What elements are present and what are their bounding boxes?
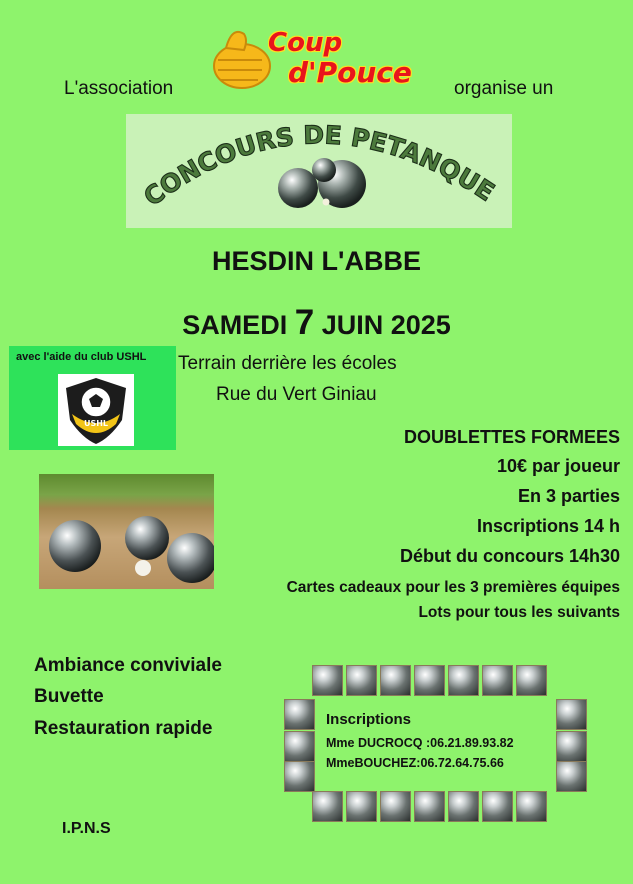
frame-ball-icon: [448, 791, 479, 822]
event-town: HESDIN L'ABBE: [212, 246, 421, 276]
petanque-banner: [126, 114, 512, 228]
frame-ball-icon: [414, 665, 445, 696]
frame-ball-icon: [516, 791, 547, 822]
ambiance-item: Ambiance conviviale: [34, 655, 222, 676]
frame-ball-icon: [346, 791, 377, 822]
frame-ball-icon: [284, 761, 315, 792]
frame-ball-icon: [312, 791, 343, 822]
detail-price: 10€ par joueur: [496, 456, 620, 476]
frame-ball-icon: [284, 699, 315, 730]
frame-ball-icon: [556, 761, 587, 792]
contact-2: MmeBOUCHEZ:06.72.64.75.66: [326, 756, 504, 770]
frame-ball-icon: [556, 699, 587, 730]
date-day: 7: [294, 303, 315, 342]
club-support-box: [9, 346, 176, 450]
frame-ball-icon: [516, 665, 547, 696]
frame-ball-icon: [414, 791, 445, 822]
banner-title: CONCOURS DE PETANQUE: [138, 120, 500, 212]
venue-line-2: Rue du Vert Giniau: [216, 384, 377, 405]
ushl-club-logo: [58, 374, 134, 446]
club-caption: avec l'aide du club USHL: [16, 351, 147, 363]
detail-lots: Lots pour tous les suivants: [418, 604, 620, 621]
frame-ball-icon: [346, 665, 377, 696]
coup-d-pouce-logo: [204, 24, 452, 94]
venue-line-1: Terrain derrière les écoles: [178, 353, 397, 374]
date-prefix: SAMEDI: [182, 310, 288, 340]
organise-text: organise un: [454, 78, 554, 99]
petanque-balls-icon: [278, 158, 366, 208]
frame-ball-icon: [380, 791, 411, 822]
ipns-footer: I.P.N.S: [62, 820, 111, 837]
frame-ball-icon: [380, 665, 411, 696]
logo-line2: d'Pouce: [288, 56, 412, 89]
petanque-balls-photo-icon: [39, 474, 214, 589]
ambiance-item: Restauration rapide: [34, 718, 213, 739]
detail-prizes: Cartes cadeaux pour les 3 premières équipes: [286, 579, 620, 596]
date-suffix: JUIN 2025: [321, 310, 451, 340]
petanque-photo: [39, 474, 214, 589]
banner-graphic: [126, 114, 512, 228]
frame-ball-icon: [312, 665, 343, 696]
detail-rounds: En 3 parties: [517, 486, 620, 506]
contact-1: Mme DUCROCQ :06.21.89.93.82: [326, 736, 514, 750]
frame-ball-icon: [556, 731, 587, 762]
inscriptions-title: Inscriptions: [326, 711, 412, 728]
badge-text: USHL: [83, 419, 109, 428]
frame-ball-icon: [284, 731, 315, 762]
detail-registration-time: Inscriptions 14 h: [476, 516, 620, 536]
frame-ball-icon: [448, 665, 479, 696]
event-date: [0, 303, 633, 343]
ambiance-item: Buvette: [34, 686, 104, 707]
inscriptions-box: [316, 698, 548, 790]
detail-format: DOUBLETTES FORMEES: [403, 427, 620, 447]
logo-line1: Coup: [268, 28, 343, 58]
football-shield-icon: [58, 374, 134, 446]
frame-ball-icon: [482, 791, 513, 822]
association-intro-text: L'association: [64, 78, 174, 99]
detail-start-time: Début du concours 14h30: [399, 546, 620, 566]
frame-ball-icon: [482, 665, 513, 696]
